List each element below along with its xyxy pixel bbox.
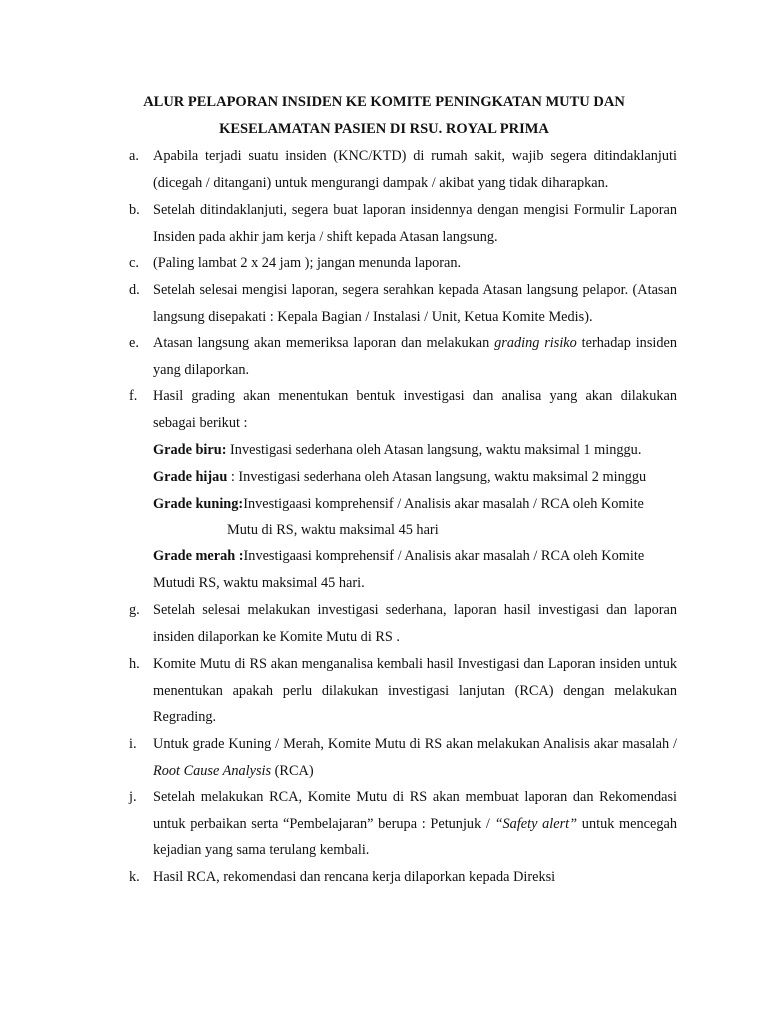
grade-hijau <box>153 464 683 491</box>
title-line-1: ALUR PELAPORAN INSIDEN KE KOMITE PENINGKATAN MUTU DAN <box>143 94 625 110</box>
list-marker: e. <box>129 335 139 351</box>
grade-label: Grade kuning: <box>153 496 244 512</box>
list-item-text: Apabila terjadi suatu insiden (KNC/KTD) di rumah sakit, wajib segera ditindaklanjuti (dicegah / ditangani) untuk mengurangi dampak / akibat yang tidak diharapkan. <box>153 148 677 191</box>
grade-text: Investigaasi komprehensif / Analisis akar masalah / RCA oleh Komite <box>243 496 644 512</box>
grade-label: Grade hijau <box>153 469 228 485</box>
list-item-text: (Paling lambat 2 x 24 jam ); jangan menunda laporan. <box>153 255 462 271</box>
list-marker: k. <box>129 869 140 885</box>
grade-merah <box>153 543 683 570</box>
list-marker: a. <box>129 148 139 164</box>
grade-text: Investigasi sederhana oleh Atasan langsung, waktu maksimal 1 minggu. <box>226 442 642 458</box>
grade-label: Grade merah : <box>153 548 244 564</box>
list-item-text: Setelah selesai mengisi laporan, segera serahkan kepada Atasan langsung pelapor. (Atasan langsung disepakati : Kepala Bagian / Instalasi / Unit, Ketua Komite Medis). <box>153 282 677 325</box>
list-marker: j. <box>129 789 137 805</box>
text-run: Untuk grade Kuning / Merah, Komite Mutu di RS akan melakukan Analisis akar masalah / <box>153 736 677 752</box>
text-run: (RCA) <box>271 762 314 779</box>
italic-term: grading risiko <box>494 335 577 351</box>
italic-term: Root Cause Analysis <box>153 762 272 779</box>
list-item-text: Hasil RCA, rekomendasi dan rencana kerja dilaporkan kepada Direksi <box>153 869 556 885</box>
grade-merah-continuation: Mutudi RS, waktu maksimal 45 hari. <box>153 575 365 591</box>
list-marker: c. <box>129 255 139 271</box>
list-item-text <box>153 784 677 864</box>
document-title <box>120 89 648 142</box>
list-item-text: Komite Mutu di RS akan menganalisa kembali hasil Investigasi dan Laporan insiden untuk menentukan apakah perlu dilakukan investigasi lanjutan (RCA) dengan melakukan Regrading. <box>153 656 677 725</box>
list-marker: h. <box>129 656 140 672</box>
list-item-text: Setelah ditindaklanjuti, segera buat laporan insidennya dengan mengisi Formulir Laporan Insiden pada akhir jam kerja / shift kepada Atasan langsung. <box>153 202 677 245</box>
list-item-text <box>153 731 677 784</box>
text-run: untuk mencegah kejadian yang sama terulang kembali. <box>153 815 677 858</box>
list-item-text <box>153 330 677 383</box>
grade-label: Grade biru: <box>153 442 227 458</box>
text-run: Atasan langsung akan memeriksa laporan dan melakukan <box>153 335 495 351</box>
grade-biru <box>153 437 683 464</box>
grade-text: Investigaasi komprehensif / Analisis akar masalah / RCA oleh Komite <box>243 548 645 564</box>
list-marker: d. <box>129 282 140 298</box>
text-run: terhadap insiden yang dilaporkan. <box>153 335 677 378</box>
grade-kuning <box>153 491 683 518</box>
list-item-text: Setelah selesai melakukan investigasi sederhana, laporan hasil investigasi dan laporan insiden dilaporkan ke Komite Mutu di RS . <box>153 602 677 645</box>
list-marker: g. <box>129 602 140 618</box>
grade-kuning-continuation: Mutu di RS, waktu maksimal 45 hari <box>227 522 439 538</box>
list-marker: f. <box>129 388 138 404</box>
text-run: Setelah melakukan RCA, Komite Mutu di RS akan membuat laporan dan Rekomendasi untuk perbaikan serta “Pembelajaran” berupa : Petunjuk / <box>153 789 677 832</box>
grade-text: : Investigasi sederhana oleh Atasan langsung, waktu maksimal 2 minggu <box>227 469 647 485</box>
list-marker: i. <box>129 736 137 752</box>
list-marker: b. <box>129 202 140 218</box>
list-item-text: Hasil grading akan menentukan bentuk investigasi dan analisa yang akan dilakukan sebagai berikut : <box>153 388 677 431</box>
title-line-2: KESELAMATAN PASIEN DI RSU. ROYAL PRIMA <box>219 120 549 137</box>
italic-term: “Safety alert” <box>494 815 578 832</box>
